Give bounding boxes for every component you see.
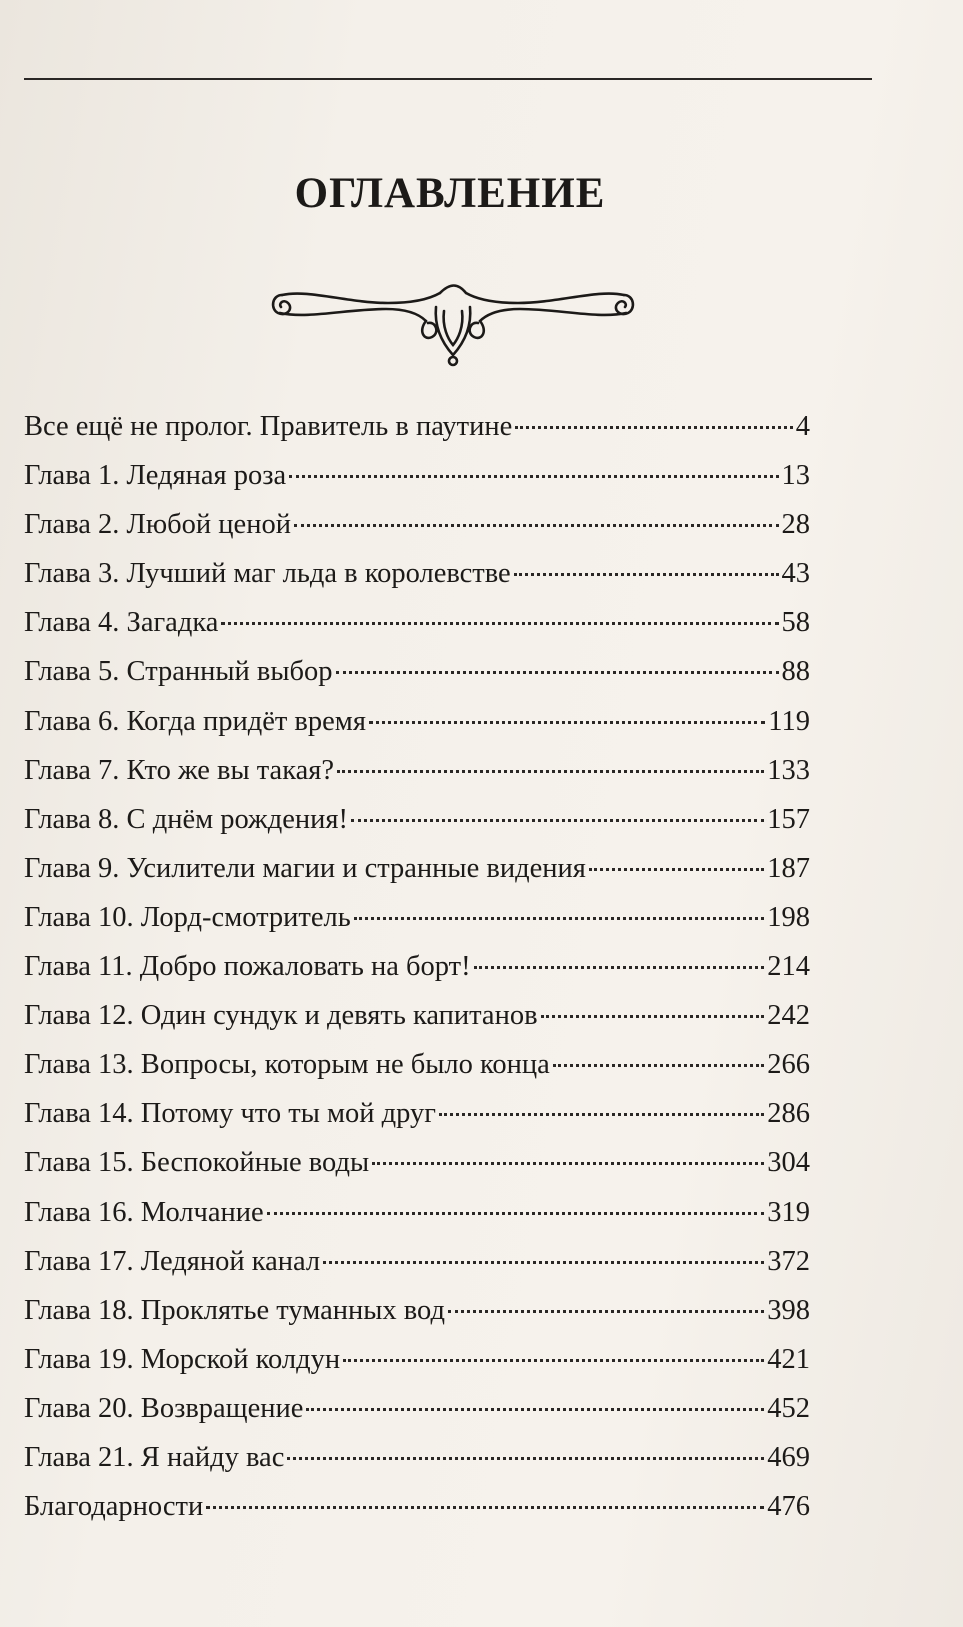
dot-leader (294, 524, 779, 527)
toc-entry (24, 1335, 810, 1384)
dot-leader (354, 917, 765, 920)
dot-leader (474, 966, 765, 969)
toc-entry-title: Глава 16. Молчание (24, 1196, 264, 1228)
dot-leader (221, 622, 778, 625)
toc-entry (24, 893, 810, 942)
toc-entry-title: Глава 5. Странный выбор (24, 656, 333, 688)
dot-leader (553, 1064, 764, 1067)
toc-entry (24, 1138, 810, 1187)
toc-entry-title: Благодарности (24, 1491, 204, 1523)
toc-entry (24, 942, 810, 991)
toc-entry-title: Глава 2. Любой ценой (24, 509, 291, 541)
page-title: ОГЛАВЛЕНИЕ (294, 170, 606, 217)
toc-entry (24, 598, 810, 647)
toc-entry (24, 402, 810, 451)
toc-entry (24, 1089, 810, 1138)
toc-entry-title: Глава 7. Кто же вы такая? (24, 754, 335, 786)
toc-entry-page-number: 119 (768, 705, 810, 737)
toc-entry-page-number: 214 (767, 951, 810, 983)
dot-leader (287, 1457, 764, 1460)
toc-entry-title: Глава 4. Загадка (24, 607, 219, 639)
toc-entry-page-number: 469 (767, 1441, 810, 1473)
toc-entry-title: Глава 15. Беспокойные воды (24, 1147, 370, 1179)
toc-entry-title: Глава 3. Лучший маг льда в королевстве (24, 558, 511, 590)
dot-leader (515, 426, 792, 429)
flourish-ornament-icon (268, 275, 638, 370)
dot-leader (323, 1261, 764, 1264)
toc-entry-page-number: 304 (767, 1147, 810, 1179)
toc-entry (24, 697, 810, 746)
toc-entry-title: Глава 20. Возвращение (24, 1392, 304, 1424)
toc-entry-page-number: 372 (767, 1245, 810, 1277)
dot-leader (448, 1310, 764, 1313)
toc-entry-page-number: 88 (781, 656, 810, 688)
toc-entry-page-number: 43 (781, 558, 810, 590)
toc-entry (24, 549, 810, 598)
toc-entry-page-number: 28 (781, 509, 810, 541)
toc-entry-page-number: 198 (767, 901, 810, 933)
toc-entry-title: Глава 12. Один сундук и девять капитанов (24, 1000, 538, 1032)
toc-entry-page-number: 187 (767, 852, 810, 884)
toc-entry-title: Глава 13. Вопросы, которым не было конца (24, 1049, 550, 1081)
toc-entry-title: Глава 1. Ледяная роза (24, 460, 287, 492)
toc-entry (24, 1433, 810, 1482)
toc-entry-title: Глава 19. Морской колдун (24, 1343, 341, 1375)
toc-entry-title: Глава 18. Проклятье туманных вод (24, 1294, 445, 1326)
toc-entry-title: Глава 14. Потому что ты мой друг (24, 1098, 436, 1130)
toc-entry-page-number: 286 (767, 1098, 810, 1130)
toc-entry (24, 500, 810, 549)
toc-entry-page-number: 319 (767, 1196, 810, 1228)
toc-entry (24, 795, 810, 844)
dot-leader (372, 1162, 764, 1165)
toc-entry-title: Все ещё не пролог. Правитель в паутине (24, 411, 513, 442)
toc-entry-title: Глава 8. С днём рождения! (24, 803, 348, 835)
toc-entry (24, 746, 810, 795)
toc-entry-title: Глава 17. Ледяной канал (24, 1245, 321, 1277)
dot-leader (351, 819, 764, 822)
toc-entry-title: Глава 21. Я найду вас (24, 1441, 285, 1473)
toc-entry-page-number: 133 (767, 754, 810, 786)
dot-leader (541, 1015, 765, 1018)
toc-entry-title: Глава 11. Добро пожаловать на борт! (24, 951, 471, 983)
dot-leader (589, 868, 764, 871)
dot-leader (514, 573, 779, 576)
table-of-contents (24, 402, 810, 1531)
toc-entry (24, 991, 810, 1040)
toc-entry-title: Глава 9. Усилители магии и странные видения (24, 852, 586, 884)
dot-leader (337, 770, 764, 773)
toc-entry (24, 1237, 810, 1286)
toc-entry-page-number: 266 (767, 1049, 810, 1081)
toc-entry-page-number: 242 (767, 1000, 810, 1032)
toc-entry-page-number: 4 (795, 411, 810, 442)
dot-leader (369, 721, 765, 724)
dot-leader (439, 1113, 764, 1116)
toc-entry-page-number: 452 (767, 1392, 810, 1424)
toc-entry-title: Глава 10. Лорд-смотритель (24, 901, 351, 933)
toc-entry (24, 1482, 810, 1531)
toc-entry (24, 844, 810, 893)
toc-entry-page-number: 58 (781, 607, 810, 639)
toc-entry (24, 1040, 810, 1089)
dot-leader (289, 475, 778, 478)
dot-leader (336, 671, 779, 674)
toc-entry-title: Глава 6. Когда придёт время (24, 705, 366, 737)
top-rule (24, 78, 872, 80)
toc-entry-page-number: 157 (767, 803, 810, 835)
toc-entry-page-number: 476 (767, 1491, 810, 1523)
dot-leader (267, 1212, 765, 1215)
toc-entry (24, 647, 810, 696)
toc-entry (24, 1188, 810, 1237)
dot-leader (306, 1408, 764, 1411)
toc-entry-page-number: 398 (767, 1294, 810, 1326)
toc-entry-page-number: 13 (781, 460, 810, 492)
toc-entry (24, 1286, 810, 1335)
toc-entry-page-number: 421 (767, 1343, 810, 1375)
dot-leader (343, 1359, 764, 1362)
toc-entry (24, 1384, 810, 1433)
dot-leader (206, 1506, 764, 1509)
toc-entry (24, 451, 810, 500)
